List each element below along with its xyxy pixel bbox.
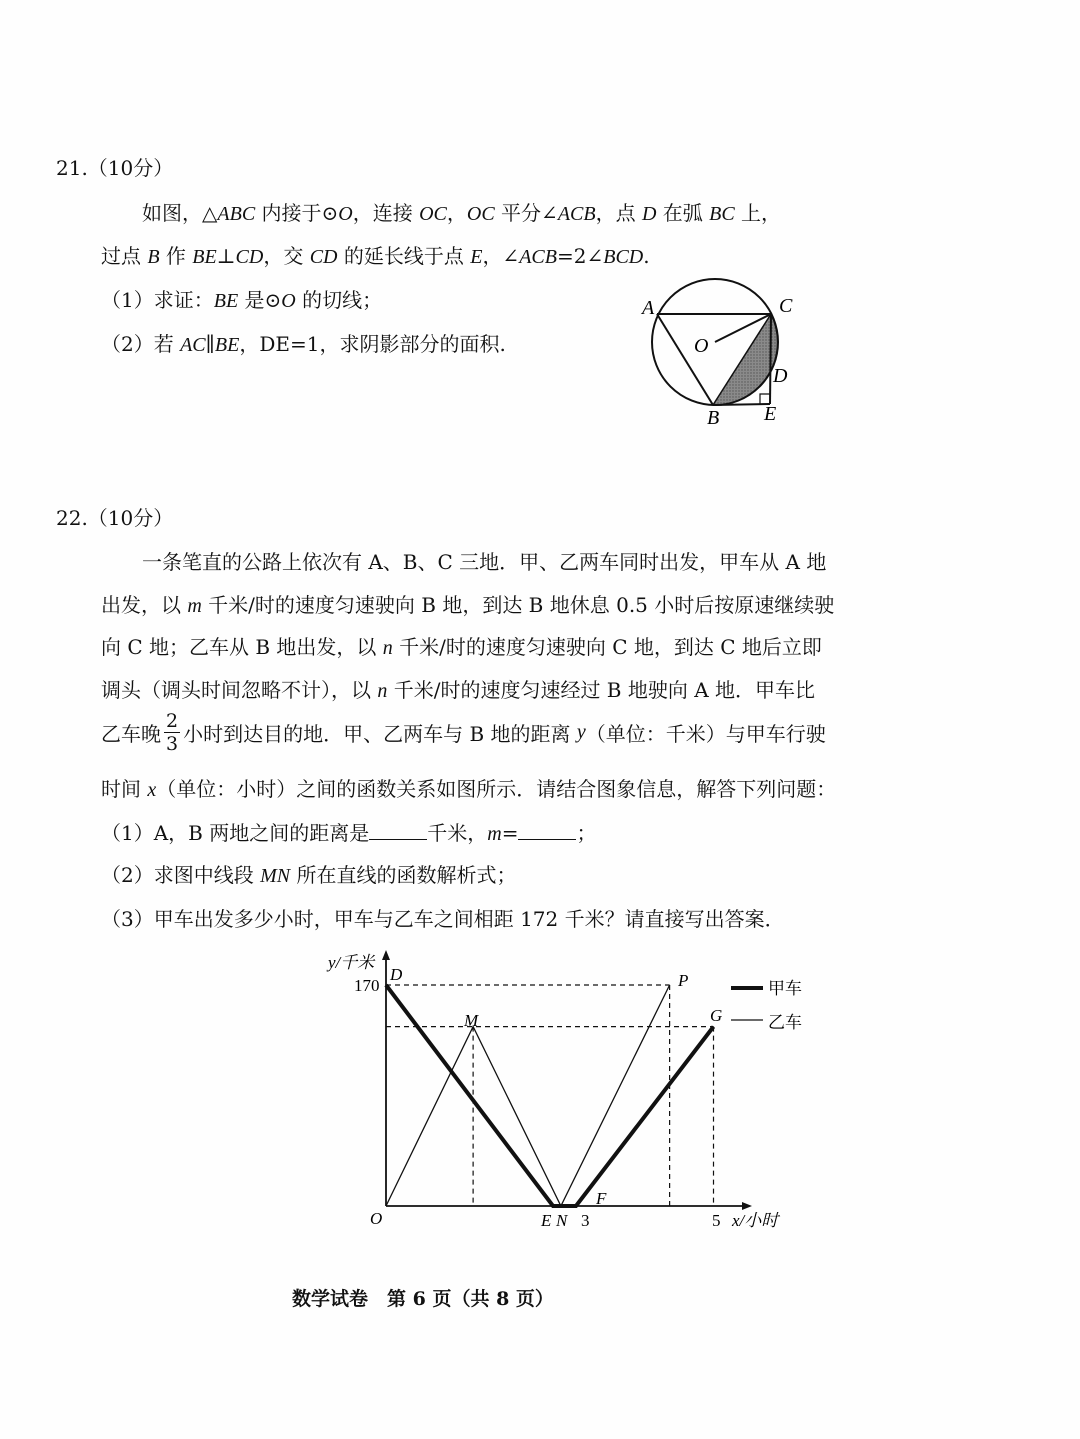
- q21-header: 21.（10分）: [56, 156, 174, 180]
- x-axis-label: x/小时: [732, 1211, 779, 1230]
- point-label-m: M: [464, 1011, 479, 1030]
- x-tick-5: 5: [712, 1211, 721, 1230]
- q22-line-1: 一条笔直的公路上依次有 A、B、C 三地．甲、乙两车同时出发，甲车从 A 地: [142, 550, 827, 574]
- fraction-two-thirds: $\frac{2}{3}$: [166, 710, 179, 755]
- answer-blank-distance[interactable]: [369, 821, 427, 840]
- function-graph: [320, 940, 820, 1240]
- q22-line-2: 出发，以 m 千米/时的速度匀速驶向 B 地，到达 B 地休息 0.5 小时后按原速继续驶: [101, 593, 835, 617]
- origin-label: O: [370, 1209, 383, 1228]
- q22-part-2: （2）求图中线段 MN 所在直线的函数解析式；: [101, 863, 517, 887]
- q22-part-3: （3）甲车出发多少小时，甲车与乙车之间相距 172 千米？请直接写出答案．: [101, 907, 785, 931]
- label-o: O: [694, 335, 709, 357]
- page-footer: 数学试卷 第 6 页（共 8 页）: [292, 1288, 554, 1310]
- q22-part-1: （1）A，B 两地之间的距离是 千米，m= ；: [101, 821, 597, 845]
- q21-part-1: （1）求证：BE 是⊙O 的切线；: [101, 288, 383, 312]
- segment-ab: [657, 314, 713, 405]
- q22-header: 22.（10分）: [56, 506, 174, 530]
- label-e: E: [764, 403, 777, 425]
- q21-line-1: 如图，△ABC 内接于⊙O，连接 OC，OC 平分∠ACB，点 D 在弧 BC 上，: [142, 201, 782, 225]
- q21-line-2: 过点 B 作 BE⊥CD，交 CD 的延长线于点 E，∠ACB=2∠BCD.: [101, 244, 650, 268]
- x-tick-3: 3: [581, 1211, 590, 1230]
- point-label-p: P: [678, 971, 689, 990]
- point-label-g: G: [710, 1006, 723, 1025]
- point-label-f: F: [596, 1189, 607, 1208]
- q21-part-2: （2）若 AC∥BE，DE=1，求阴影部分的面积.: [101, 332, 506, 356]
- y-axis-label: y/千米: [328, 953, 375, 972]
- series-line-jia: [386, 985, 714, 1206]
- segment-be: [713, 404, 770, 405]
- point-label-d: D: [390, 965, 403, 984]
- label-c: C: [779, 295, 793, 317]
- point-label-n: N: [556, 1211, 568, 1230]
- label-b: B: [707, 407, 720, 429]
- segment-ce: [770, 314, 771, 404]
- q22-line-3: 向 C 地；乙车从 B 地出发，以 n 千米/时的速度匀速驶向 C 地，到达 C 地后立即: [101, 635, 822, 659]
- label-a: A: [642, 297, 655, 319]
- legend-label-yi: 乙车: [768, 1013, 802, 1032]
- q22-line-5: 乙车晚 $\frac{2}{3}$ 小时到达目的地．甲、乙两车与 B 地的距离 y（单位：千米）与甲车行驶: [101, 710, 826, 755]
- point-label-e: E: [541, 1211, 552, 1230]
- legend-label-jia: 甲车: [768, 979, 802, 998]
- x-axis-arrow: [742, 1202, 752, 1210]
- q22-line-6: 时间 x（单位：小时）之间的函数关系如图所示．请结合图象信息，解答下列问题：: [101, 777, 837, 801]
- y-axis-arrow: [382, 950, 390, 960]
- circle-figure: [630, 270, 810, 430]
- y-tick-170: 170: [354, 976, 380, 995]
- label-d: D: [773, 365, 788, 387]
- answer-blank-m[interactable]: [518, 821, 576, 840]
- q22-line-4: 调头（调头时间忽略不计），以 n 千米/时的速度匀速经过 B 地驶向 A 地．甲车比: [101, 678, 816, 702]
